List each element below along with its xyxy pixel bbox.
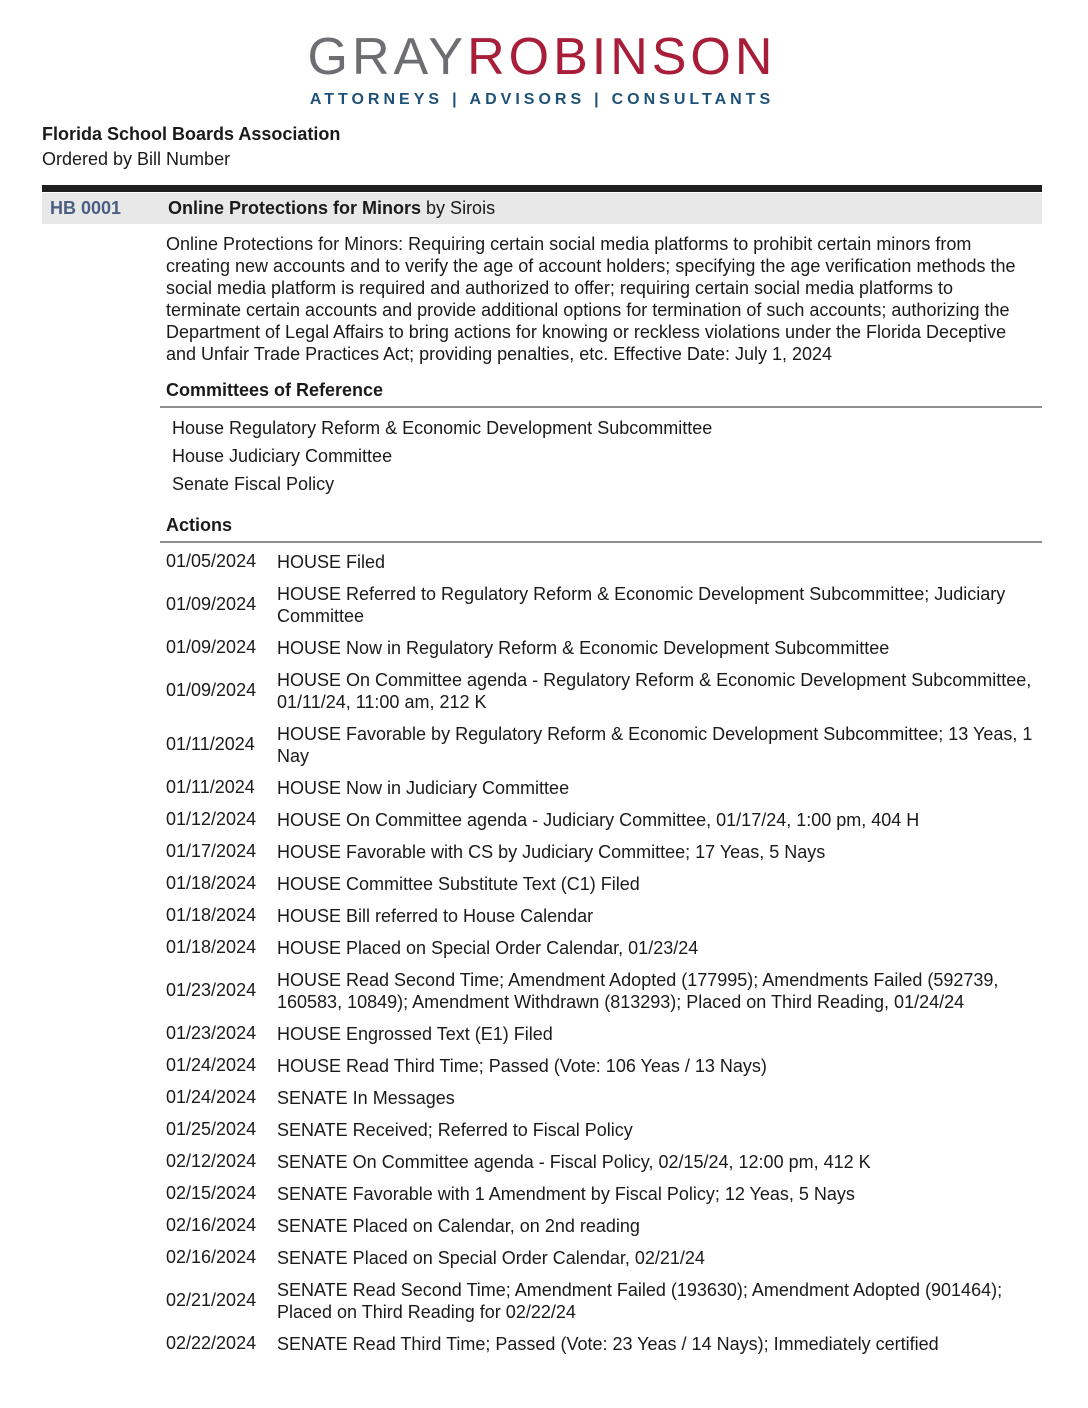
action-date: 02/12/2024 [166, 1151, 257, 1172]
action-date: 02/21/2024 [166, 1290, 257, 1311]
logo-tagline [42, 91, 1042, 109]
action-row [160, 546, 1042, 578]
action-text: HOUSE Read Second Time; Amendment Adopted (177995); Amendments Failed (592739, 160583, 10849); Amendment Withdrawn (813293); Placed on Third Reading, 01/24/24 [277, 969, 999, 1012]
action-date: 01/05/2024 [166, 551, 257, 572]
actions-heading: Actions [160, 500, 1042, 543]
action-text: SENATE Placed on Calendar, on 2nd reading [277, 1215, 640, 1236]
action-row [160, 1242, 1042, 1274]
action-row [160, 1210, 1042, 1242]
action-text: HOUSE Now in Regulatory Reform & Economic Development Subcommittee [277, 637, 890, 658]
action-row [160, 804, 1042, 836]
organization-name: Florida School Boards Association [42, 123, 341, 144]
committee-item: House Judiciary Committee [172, 445, 393, 466]
action-row [160, 836, 1042, 868]
action-row [160, 900, 1042, 932]
action-date: 01/18/2024 [166, 873, 257, 894]
action-row [160, 1082, 1042, 1114]
action-date: 01/09/2024 [166, 637, 257, 658]
action-row [160, 718, 1042, 772]
action-text: HOUSE On Committee agenda - Judiciary Committee, 01/17/24, 1:00 pm, 404 H [277, 809, 920, 830]
actions-table [160, 546, 1042, 1360]
action-date: 01/12/2024 [166, 809, 257, 830]
bill-title: Online Protections for Minors [168, 197, 422, 218]
action-text: HOUSE Now in Judiciary Committee [277, 777, 570, 798]
action-row [160, 1274, 1042, 1328]
tagline-attorneys: ATTORNEYS [309, 90, 444, 108]
action-date: 01/11/2024 [166, 777, 255, 798]
action-date: 01/18/2024 [166, 937, 257, 958]
bill-content [160, 233, 1042, 1360]
action-date: 01/09/2024 [166, 680, 257, 701]
action-text: SENATE Read Second Time; Amendment Failed (193630); Amendment Adopted (901464); Placed on Third Reading for 02/22/24 [277, 1279, 1003, 1322]
action-row [160, 1114, 1042, 1146]
action-text: SENATE Favorable with 1 Amendment by Fiscal Policy; 12 Yeas, 5 Nays [277, 1183, 855, 1204]
action-row [160, 664, 1042, 718]
action-text: HOUSE Committee Substitute Text (C1) Filed [277, 873, 640, 894]
tagline-consultants: CONSULTANTS [611, 90, 775, 108]
action-row [160, 1178, 1042, 1210]
action-row [160, 1018, 1042, 1050]
action-date: 02/22/2024 [166, 1333, 257, 1354]
action-row [160, 1050, 1042, 1082]
committees-heading: Committees of Reference [160, 365, 1042, 408]
logo-robinson-text: ROBINSON [467, 28, 777, 86]
grayrobinson-logo [42, 30, 1042, 109]
action-date: 01/23/2024 [166, 1023, 257, 1044]
action-date: 01/11/2024 [166, 734, 255, 755]
action-row [160, 1328, 1042, 1360]
action-text: HOUSE Filed [277, 551, 386, 572]
action-date: 01/24/2024 [166, 1087, 257, 1108]
action-text: SENATE Placed on Special Order Calendar, 02/21/24 [277, 1247, 705, 1268]
action-date: 02/16/2024 [166, 1247, 257, 1268]
action-row [160, 868, 1042, 900]
action-row [160, 578, 1042, 632]
action-text: HOUSE Bill referred to House Calendar [277, 905, 594, 926]
action-text: SENATE Read Third Time; Passed (Vote: 23 Yeas / 14 Nays); Immediately certified [277, 1333, 939, 1354]
committee-list [160, 408, 1042, 500]
bill-header [42, 193, 1042, 224]
action-row [160, 932, 1042, 964]
bill-sponsor: by Sirois [426, 197, 496, 218]
action-date: 02/16/2024 [166, 1215, 257, 1236]
action-text: HOUSE Favorable by Regulatory Reform & Economic Development Subcommittee; 13 Yeas, 1 Nay [277, 723, 1033, 766]
bill-number-link[interactable]: HB 0001 [50, 197, 122, 218]
action-text: SENATE On Committee agenda - Fiscal Policy, 02/15/24, 12:00 pm, 412 K [277, 1151, 871, 1172]
action-date: 02/15/2024 [166, 1183, 257, 1204]
action-row [160, 772, 1042, 804]
action-text: HOUSE On Committee agenda - Regulatory Reform & Economic Development Subcommittee, 01/11/24, 11:00 am, 212 K [277, 669, 1032, 712]
tagline-separator: | [594, 90, 603, 108]
action-text: HOUSE Favorable with CS by Judiciary Committee; 17 Yeas, 5 Nays [277, 841, 826, 862]
action-row [160, 632, 1042, 664]
logo-wordmark [42, 30, 1042, 85]
committee-item: Senate Fiscal Policy [172, 473, 335, 494]
section-divider-bar [42, 185, 1042, 192]
action-text: HOUSE Engrossed Text (E1) Filed [277, 1023, 553, 1044]
bill-title-wrap [168, 198, 495, 219]
ordered-by-line: Ordered by Bill Number [42, 148, 231, 169]
tagline-advisors: ADVISORS [469, 90, 586, 108]
committee-item: House Regulatory Reform & Economic Development Subcommittee [172, 417, 713, 438]
action-date: 01/17/2024 [166, 841, 257, 862]
action-row [160, 964, 1042, 1018]
action-text: HOUSE Placed on Special Order Calendar, 01/23/24 [277, 937, 699, 958]
action-text: SENATE In Messages [277, 1087, 455, 1108]
action-row [160, 1146, 1042, 1178]
action-date: 01/25/2024 [166, 1119, 257, 1140]
bill-description: Online Protections for Minors: Requiring certain social media platforms to prohibit certain minors from creating new accounts and to verify the age of account holders; specifying the age verification methods the social media platform is required and authorized to offer; requiring certain social media platforms to terminate certain accounts and provide additional options for termination of such accounts; authorizing the Department of Legal Affairs to bring actions for knowing or reckless violations under the Florida Deceptive and Unfair Trade Practices Act; providing penalties, etc. Effective Date: July 1, 2024 [166, 233, 1016, 364]
action-date: 01/09/2024 [166, 594, 257, 615]
action-text: HOUSE Referred to Regulatory Reform & Economic Development Subcommittee; Judiciary Committee [277, 583, 1006, 626]
action-date: 01/18/2024 [166, 905, 257, 926]
action-text: SENATE Received; Referred to Fiscal Policy [277, 1119, 633, 1140]
logo-gray-text: GRAY [307, 28, 468, 86]
action-date: 01/24/2024 [166, 1055, 257, 1076]
action-date: 01/23/2024 [166, 980, 257, 1001]
action-text: HOUSE Read Third Time; Passed (Vote: 106 Yeas / 13 Nays) [277, 1055, 767, 1076]
tagline-separator: | [452, 90, 461, 108]
